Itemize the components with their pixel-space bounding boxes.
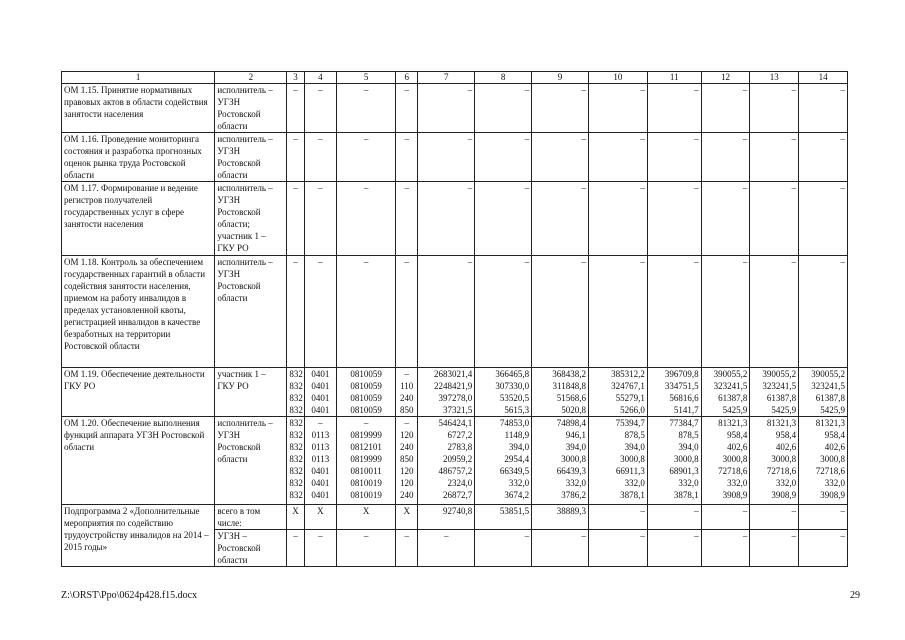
value-cell: – [337, 133, 396, 182]
value-cell: 53851,5 [475, 505, 532, 530]
value-cell: – [532, 133, 589, 182]
value-cell: 92740,8 [418, 505, 475, 530]
executor-cell: исполнитель – УГЗН Ростовской области; участник 1 – ГКУ РО [215, 182, 287, 256]
value-cell: – [475, 256, 532, 368]
value-cell: – [475, 182, 532, 256]
value-cell: – [647, 133, 701, 182]
executor-cell: участник 1 – ГКУ РО [215, 368, 287, 417]
column-number: 3 [287, 72, 304, 84]
value-cell: – [418, 84, 475, 133]
value-cell: – [750, 133, 799, 182]
value-cell: – [588, 133, 647, 182]
value-cell: 77384,7 878,5 394,0 3000,8 68901,3 332,0 3878,1 [647, 417, 701, 505]
event-name: ОМ 1.18. Контроль за обеспечением государственных гарантий в области содействия занятости населения, приемом на работу инвалидов в пределах установленной квоты, регистрацией инвалидов в качестве безработных на территории Ростовской области [62, 256, 215, 368]
column-number: 2 [215, 72, 287, 84]
table-row [62, 133, 848, 182]
column-number: 7 [418, 72, 475, 84]
value-cell: – [304, 133, 336, 182]
value-cell: – [532, 182, 589, 256]
value-cell: – [418, 530, 475, 567]
value-cell: – [287, 530, 304, 567]
value-cell: – [701, 256, 750, 368]
budget-table [61, 71, 848, 567]
value-cell: 81321,3 958,4 402,6 3000,8 72718,6 332,0 3908,9 [799, 417, 848, 505]
value-cell: 81321,3 958,4 402,6 3000,8 72718,6 332,0 3908,9 [701, 417, 750, 505]
executor-cell: исполнитель – УГЗН Ростовской области [215, 84, 287, 133]
value-cell: – [396, 182, 418, 256]
value-cell: – [396, 530, 418, 567]
value-cell: – [799, 133, 848, 182]
value-cell: – [750, 530, 799, 567]
table-row [62, 84, 848, 133]
value-cell: – [475, 530, 532, 567]
value-cell: 2683021,4 2248421,9 397278,0 37321,5 [418, 368, 475, 417]
page-number: 29 [850, 590, 860, 601]
value-cell: – [701, 133, 750, 182]
value-cell: X [287, 505, 304, 530]
value-cell: – [337, 256, 396, 368]
value-cell: X [396, 505, 418, 530]
value-cell: – [337, 84, 396, 133]
value-cell: – 110 240 850 [396, 368, 418, 417]
value-cell: – [799, 182, 848, 256]
column-number: 12 [701, 72, 750, 84]
value-cell: – 120 240 850 120 120 240 [396, 417, 418, 505]
value-cell: 74853,0 1148,9 394,0 2954,4 66349,5 332,0 3674,2 [475, 417, 532, 505]
column-number: 10 [588, 72, 647, 84]
column-number: 6 [396, 72, 418, 84]
value-cell: – [647, 530, 701, 567]
value-cell: – [588, 84, 647, 133]
column-number: 11 [647, 72, 701, 84]
value-cell: – [799, 256, 848, 368]
column-number: 14 [799, 72, 848, 84]
column-number: 5 [337, 72, 396, 84]
value-cell: – [532, 256, 589, 368]
event-name: ОМ 1.19. Обеспечение деятельности ГКУ РО [62, 368, 215, 417]
value-cell: X [304, 505, 336, 530]
value-cell: 832 832 832 832 832 832 832 [287, 417, 304, 505]
value-cell: – [418, 182, 475, 256]
value-cell: – [287, 84, 304, 133]
value-cell: – [532, 84, 589, 133]
value-cell: – 0819999 0812101 0819999 0810011 0810019 0810019 [337, 417, 396, 505]
value-cell: 385312,2 324767,1 55279,1 5266,0 [588, 368, 647, 417]
value-cell: – [701, 84, 750, 133]
value-cell: 0401 0401 0401 0401 [304, 368, 336, 417]
value-cell: – [750, 182, 799, 256]
executor-cell: исполнитель – УГЗН Ростовской области [215, 133, 287, 182]
value-cell: – [475, 84, 532, 133]
table-row [62, 505, 848, 530]
value-cell: 390055,2 323241,5 61387,8 5425,9 [701, 368, 750, 417]
value-cell: 366465,8 307330,0 53520,5 5615,3 [475, 368, 532, 417]
value-cell: – [304, 182, 336, 256]
value-cell: – [337, 530, 396, 567]
event-name: ОМ 1.17. Формирование и ведение регистров получателей государственных услуг в сфере занятости населения [62, 182, 215, 256]
value-cell: – [287, 182, 304, 256]
table-row [62, 368, 848, 417]
value-cell: – [750, 84, 799, 133]
value-cell: 38889,3 [532, 505, 589, 530]
value-cell: – [799, 84, 848, 133]
table-row [62, 417, 848, 505]
value-cell: – [647, 182, 701, 256]
file-path: Z:\ORST\Ppo\0624p428.f15.docx [61, 590, 198, 601]
value-cell: 81321,3 958,4 402,6 3000,8 72718,6 332,0 3908,9 [750, 417, 799, 505]
value-cell: – [475, 133, 532, 182]
value-cell: – [304, 530, 336, 567]
value-cell: – 0113 0113 0113 0401 0401 0401 [304, 417, 336, 505]
value-cell: – [701, 530, 750, 567]
value-cell: – [396, 133, 418, 182]
value-cell: – [287, 256, 304, 368]
table-row [62, 256, 848, 368]
value-cell: – [647, 84, 701, 133]
executor-cell: исполнитель – УГЗН Ростовской области [215, 417, 287, 505]
value-cell: – [588, 182, 647, 256]
value-cell: 396709,8 334751,5 56816,6 5141,7 [647, 368, 701, 417]
value-cell: 390055,2 323241,5 61387,8 5425,9 [799, 368, 848, 417]
value-cell: – [418, 256, 475, 368]
value-cell: – [750, 505, 799, 530]
event-name: Подпрограмма 2 «Дополнительные мероприятия по содействию трудоустройству инвалидов на 2014 – 2015 годы» [62, 505, 215, 567]
event-name: ОМ 1.15. Принятие нормативных правовых актов в области содействия занятости населения [62, 84, 215, 133]
value-cell: – [396, 256, 418, 368]
value-cell: – [799, 530, 848, 567]
value-cell: – [418, 133, 475, 182]
executor-cell: УГЗН – Ростовской области [215, 530, 287, 567]
value-cell: – [701, 182, 750, 256]
value-cell: – [588, 505, 647, 530]
value-cell: – [287, 133, 304, 182]
value-cell: – [304, 256, 336, 368]
column-number: 9 [532, 72, 589, 84]
column-number: 1 [62, 72, 215, 84]
value-cell: – [647, 505, 701, 530]
value-cell: – [304, 84, 336, 133]
column-number: 8 [475, 72, 532, 84]
column-number: 4 [304, 72, 336, 84]
executor-cell: исполнитель – УГЗН Ростовской области [215, 256, 287, 368]
value-cell: – [701, 505, 750, 530]
value-cell: – [532, 530, 589, 567]
value-cell: – [799, 505, 848, 530]
value-cell: – [396, 84, 418, 133]
value-cell: X [337, 505, 396, 530]
value-cell: 0810059 0810059 0810059 0810059 [337, 368, 396, 417]
value-cell: 74898,4 946,1 394,0 3000,8 66439,3 332,0 3786,2 [532, 417, 589, 505]
value-cell: – [337, 182, 396, 256]
event-name: ОМ 1.16. Проведение мониторинга состояния и разработка прогнозных оценок рынка труда Ростовской области [62, 133, 215, 182]
value-cell: – [588, 530, 647, 567]
header-row [62, 72, 848, 84]
table-row [62, 182, 848, 256]
column-number: 13 [750, 72, 799, 84]
value-cell: 368438,2 311848,8 51568,6 5020,8 [532, 368, 589, 417]
event-name: ОМ 1.20. Обеспечение выполнения функций аппарата УГЗН Ростовской области [62, 417, 215, 505]
value-cell: – [588, 256, 647, 368]
value-cell: 546424,1 6727,2 2783,8 20959,2 486757,2 2324,0 26872,7 [418, 417, 475, 505]
value-cell: – [647, 256, 701, 368]
value-cell: 75394,7 878,5 394,0 3000,8 66911,3 332,0 3878,1 [588, 417, 647, 505]
value-cell: 390055,2 323241,5 61387,8 5425,9 [750, 368, 799, 417]
value-cell: 832 832 832 832 [287, 368, 304, 417]
value-cell: – [750, 256, 799, 368]
executor-cell: всего в том числе: [215, 505, 287, 530]
